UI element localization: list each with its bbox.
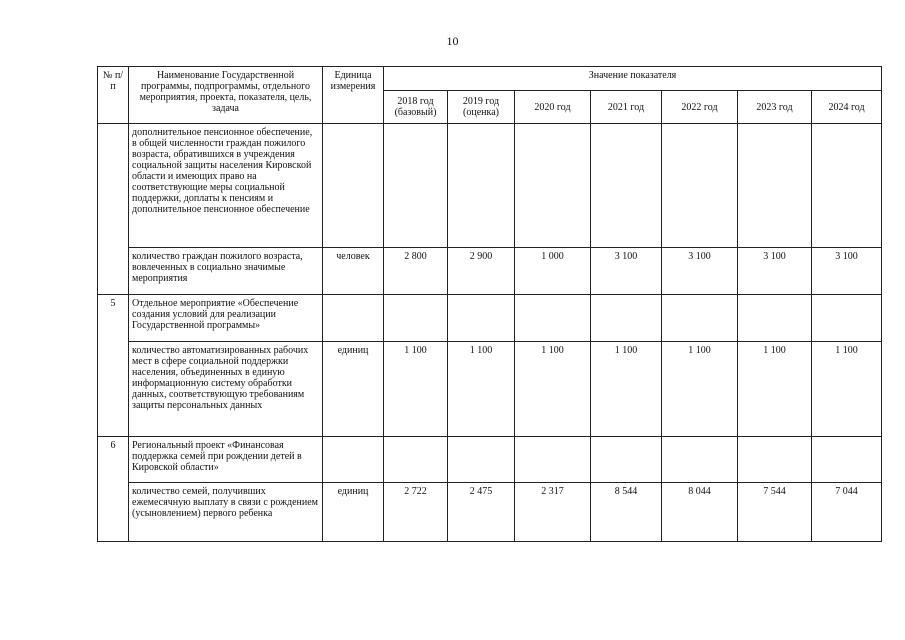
row-value bbox=[812, 124, 882, 248]
row-value bbox=[591, 437, 662, 483]
row-value bbox=[738, 295, 812, 342]
table-row bbox=[98, 437, 882, 483]
table-row bbox=[98, 248, 882, 295]
row-value bbox=[662, 437, 738, 483]
header-year: 2023 год bbox=[738, 91, 812, 124]
row-name: количество семей, получивших ежемесячную выплату в связи с рождением (усыновлением) первого ребенка bbox=[129, 483, 323, 542]
row-number bbox=[98, 124, 129, 295]
page-number: 10 bbox=[446, 34, 459, 48]
row-number: 6 bbox=[98, 437, 129, 542]
row-value bbox=[591, 295, 662, 342]
header-year: 2018 год (базовый) bbox=[384, 91, 448, 124]
table-row bbox=[98, 483, 882, 542]
row-value bbox=[384, 124, 448, 248]
row-value bbox=[515, 295, 591, 342]
row-value: 1 100 bbox=[812, 342, 882, 437]
row-value: 1 000 bbox=[515, 248, 591, 295]
row-value bbox=[738, 124, 812, 248]
row-value: 8 544 bbox=[591, 483, 662, 542]
row-value bbox=[738, 437, 812, 483]
header-num: № п/п bbox=[98, 67, 129, 124]
row-value bbox=[812, 295, 882, 342]
row-value bbox=[662, 295, 738, 342]
row-value: 3 100 bbox=[812, 248, 882, 295]
row-value: 1 100 bbox=[384, 342, 448, 437]
indicators-table bbox=[97, 66, 882, 542]
row-value bbox=[812, 437, 882, 483]
row-value bbox=[384, 295, 448, 342]
row-value: 1 100 bbox=[662, 342, 738, 437]
row-name: количество граждан пожилого возраста, вовлеченных в социально значимые мероприятия bbox=[129, 248, 323, 295]
row-unit: единиц bbox=[323, 483, 384, 542]
row-value: 1 100 bbox=[515, 342, 591, 437]
row-value bbox=[384, 437, 448, 483]
row-value bbox=[448, 124, 515, 248]
row-value: 1 100 bbox=[591, 342, 662, 437]
row-value bbox=[515, 124, 591, 248]
row-value: 2 475 bbox=[448, 483, 515, 542]
header-year: 2019 год (оценка) bbox=[448, 91, 515, 124]
row-value bbox=[591, 124, 662, 248]
row-value: 7 044 bbox=[812, 483, 882, 542]
row-unit: единиц bbox=[323, 342, 384, 437]
row-name: дополнительное пенсионное обеспечение, в общей численности граждан пожилого возраста, обратившихся в учреждения социальной защиты населения Кировской области и имеющих право на соответствующие меры социальной поддержки, доплаты к пенсиям и дополнительное пенсионное обеспечение bbox=[129, 124, 323, 248]
row-value: 2 800 bbox=[384, 248, 448, 295]
row-value: 2 722 bbox=[384, 483, 448, 542]
header-year: 2022 год bbox=[662, 91, 738, 124]
row-value: 1 100 bbox=[448, 342, 515, 437]
row-name: количество автоматизированных рабочих мест в сфере социальной поддержки населения, объединенных в единую информационную систему обработки данных, соответствующую требованиям защиты персональных данных bbox=[129, 342, 323, 437]
row-value bbox=[662, 124, 738, 248]
table-row bbox=[98, 295, 882, 342]
row-value: 1 100 bbox=[738, 342, 812, 437]
header-year: 2020 год bbox=[515, 91, 591, 124]
row-value: 3 100 bbox=[738, 248, 812, 295]
row-unit bbox=[323, 124, 384, 248]
table-row bbox=[98, 342, 882, 437]
row-name: Региональный проект «Финансовая поддержка семей при рождении детей в Кировской области» bbox=[129, 437, 323, 483]
row-number: 5 bbox=[98, 295, 129, 437]
row-value bbox=[448, 437, 515, 483]
row-value: 3 100 bbox=[591, 248, 662, 295]
row-name: Отдельное мероприятие «Обеспечение создания условий для реализации Государственной программы» bbox=[129, 295, 323, 342]
header-year: 2021 год bbox=[591, 91, 662, 124]
header-year: 2024 год bbox=[812, 91, 882, 124]
table-row bbox=[98, 124, 882, 248]
row-value: 3 100 bbox=[662, 248, 738, 295]
header-name: Наименование Государственной программы, подпрограммы, отдельного мероприятия, проекта, показателя, цель, задача bbox=[129, 67, 323, 124]
row-unit: человек bbox=[323, 248, 384, 295]
row-value bbox=[448, 295, 515, 342]
row-value: 8 044 bbox=[662, 483, 738, 542]
row-value: 2 317 bbox=[515, 483, 591, 542]
row-unit bbox=[323, 437, 384, 483]
row-value bbox=[515, 437, 591, 483]
row-unit bbox=[323, 295, 384, 342]
row-value: 7 544 bbox=[738, 483, 812, 542]
header-unit: Единица измерения bbox=[323, 67, 384, 124]
header-values-group: Значение показателя bbox=[384, 67, 882, 91]
row-value: 2 900 bbox=[448, 248, 515, 295]
